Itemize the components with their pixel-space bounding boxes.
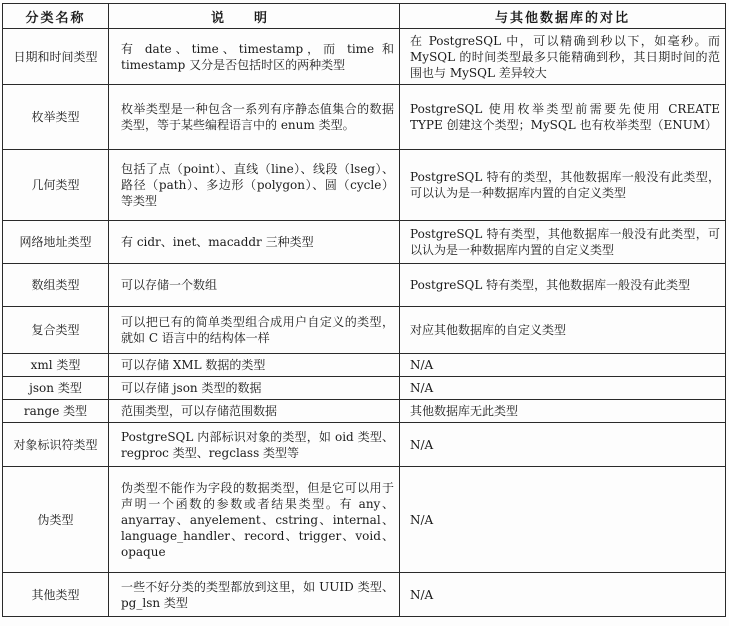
table-row: [3, 264, 726, 307]
row-category: 网络地址类型: [3, 221, 109, 264]
table-row: [3, 221, 726, 264]
row-description: 范围类型，可以存储范围数据: [109, 400, 400, 423]
row-comparison: N/A: [400, 423, 726, 467]
row-category: 复合类型: [3, 307, 109, 354]
row-description: 有 date、time、timestamp，而 time 和 timestamp 又分是否包括时区的两种类型: [109, 29, 400, 85]
table-row: [3, 467, 726, 573]
row-description: 可以存储一个数组: [109, 264, 400, 307]
table-row: [3, 85, 726, 150]
row-comparison: 其他数据库无此类型: [400, 400, 726, 423]
row-comparison: PostgreSQL 使用枚举类型前需要先使用 CREATE TYPE 创建这个类型；MySQL 也有枚举类型（ENUM）: [400, 85, 726, 150]
table-row: [3, 150, 726, 221]
row-description: 包括了点（point）、直线（line）、线段（lseg）、路径（path）、多边形（polygon）、圆（cycle）等类型: [109, 150, 400, 221]
row-comparison: 对应其他数据库的自定义类型: [400, 307, 726, 354]
table-row: [3, 377, 726, 400]
header-category: 分类名称: [3, 4, 109, 29]
table-row: [3, 354, 726, 377]
row-category: xml 类型: [3, 354, 109, 377]
row-description: 可以存储 XML 数据的类型: [109, 354, 400, 377]
table-row: [3, 400, 726, 423]
row-category: range 类型: [3, 400, 109, 423]
row-category: 枚举类型: [3, 85, 109, 150]
row-category: json 类型: [3, 377, 109, 400]
row-comparison: N/A: [400, 467, 726, 573]
header-row: [3, 4, 726, 29]
row-comparison: PostgreSQL 特有类型，其他数据库一般没有此类型: [400, 264, 726, 307]
row-description: 可以把已有的简单类型组合成用户自定义的类型，就如 C 语言中的结构体一样: [109, 307, 400, 354]
row-category: 几何类型: [3, 150, 109, 221]
row-category: 日期和时间类型: [3, 29, 109, 85]
table-row: [3, 573, 726, 617]
row-comparison: N/A: [400, 573, 726, 617]
row-category: 其他类型: [3, 573, 109, 617]
table-row: [3, 29, 726, 85]
row-comparison: PostgreSQL 特有的类型，其他数据库一般没有此类型，可以认为是一种数据库内置的自定义类型: [400, 150, 726, 221]
row-comparison: N/A: [400, 354, 726, 377]
row-comparison: N/A: [400, 377, 726, 400]
row-comparison: 在 PostgreSQL 中，可以精确到秒以下，如毫秒。而 MySQL 的时间类型最多只能精确到秒，其日期时间的范围也与 MySQL 差异较大: [400, 29, 726, 85]
table-row: [3, 307, 726, 354]
row-description: 可以存储 json 类型的数据: [109, 377, 400, 400]
row-description: 伪类型不能作为字段的数据类型，但是它可以用于声明一个函数的参数或者结果类型。有 any、anyarray、anyelement、cstring、internal、language_handler、record、trigger、void、opaque: [109, 467, 400, 573]
header-description: 说明: [109, 4, 400, 29]
header-comparison: 与其他数据库的对比: [400, 4, 726, 29]
row-description: 一些不好分类的类型都放到这里，如 UUID 类型、pg_lsn 类型: [109, 573, 400, 617]
data-types-table: [2, 3, 726, 617]
row-category: 对象标识符类型: [3, 423, 109, 467]
row-description: 枚举类型是一种包含一系列有序静态值集合的数据类型，等于某些编程语言中的 enum 类型。: [109, 85, 400, 150]
row-description: PostgreSQL 内部标识对象的类型，如 oid 类型、regproc 类型、regclass 类型等: [109, 423, 400, 467]
row-description: 有 cidr、inet、macaddr 三种类型: [109, 221, 400, 264]
table-row: [3, 423, 726, 467]
row-category: 伪类型: [3, 467, 109, 573]
row-comparison: PostgreSQL 特有类型，其他数据库一般没有此类型，可以认为是一种数据库内置的自定义类型: [400, 221, 726, 264]
row-category: 数组类型: [3, 264, 109, 307]
